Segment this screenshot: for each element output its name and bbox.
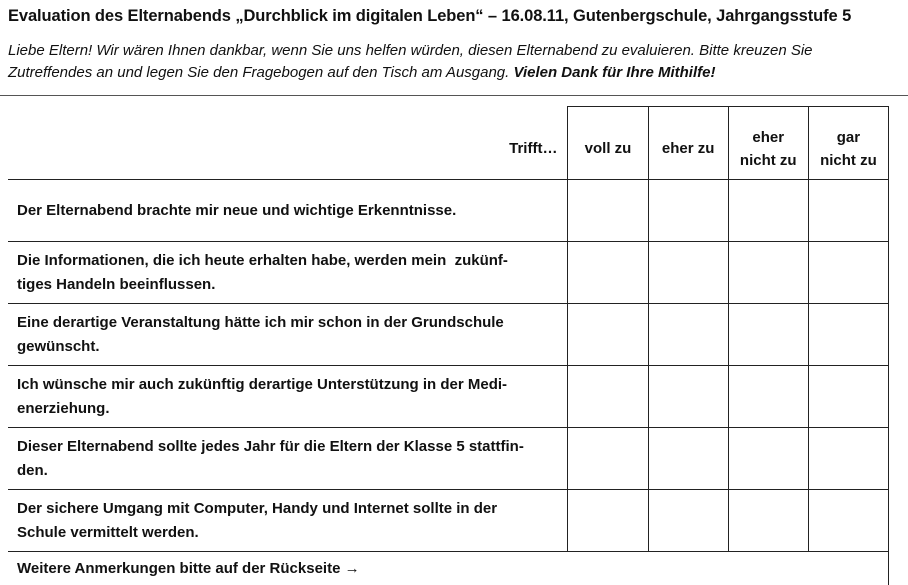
question-line2: enerziehung.: [17, 397, 553, 421]
checkbox-cell-eher-zu[interactable]: [648, 242, 728, 304]
intro-thanks: Vielen Dank für Ihre Mithilfe!: [514, 64, 716, 81]
option-header-gar-nicht-zu: [808, 107, 888, 180]
checkbox-cell-voll-zu[interactable]: [568, 242, 648, 304]
checkbox-cell-eher-nicht-zu[interactable]: [728, 180, 808, 242]
checkbox-cell-gar-nicht-zu[interactable]: [808, 180, 888, 242]
question-line1: Eine derartige Veranstaltung hätte ich mir schon in der Grundschule: [17, 311, 553, 335]
evaluation-table: [8, 106, 889, 585]
checkbox-cell-eher-nicht-zu[interactable]: [728, 490, 808, 552]
header-row: [8, 107, 889, 180]
question-text: [8, 304, 568, 366]
checkbox-cell-voll-zu[interactable]: [568, 366, 648, 428]
question-row: [8, 366, 889, 428]
option-header-eher-nicht-zu: [728, 107, 808, 180]
checkbox-cell-voll-zu[interactable]: [568, 180, 648, 242]
checkbox-cell-eher-zu[interactable]: [648, 180, 728, 242]
option-line1: gar: [809, 126, 888, 149]
option-line2: nicht zu: [809, 149, 888, 172]
checkbox-cell-gar-nicht-zu[interactable]: [808, 490, 888, 552]
intro-text: Liebe Eltern! Wir wären Ihnen dankbar, wenn Sie uns helfen würden, diesen Elternabend zu evaluieren. Bitte kreuzen Sie Zutreffendes an und legen Sie den Fragebogen auf den Tisch am Ausgang.: [8, 42, 813, 81]
question-text: [8, 180, 568, 242]
question-line2: gewünscht.: [17, 335, 553, 359]
question-line1: Der sichere Umgang mit Computer, Handy und Internet sollte in der: [17, 497, 553, 521]
checkbox-cell-gar-nicht-zu[interactable]: [808, 304, 888, 366]
checkbox-cell-eher-nicht-zu[interactable]: [728, 428, 808, 490]
footer-note: Weitere Anmerkungen bitte auf der Rückseite →: [8, 552, 889, 585]
option-line1: voll zu: [568, 137, 647, 160]
question-row: [8, 428, 889, 490]
question-text: [8, 428, 568, 490]
question-text: [8, 366, 568, 428]
option-header-voll-zu: [568, 107, 648, 180]
question-row: [8, 180, 889, 242]
separator-line: [0, 95, 908, 96]
checkbox-cell-eher-nicht-zu[interactable]: [728, 304, 808, 366]
checkbox-cell-voll-zu[interactable]: [568, 428, 648, 490]
checkbox-cell-eher-nicht-zu[interactable]: [728, 242, 808, 304]
question-row: [8, 242, 889, 304]
question-line2: tiges Handeln beeinflussen.: [17, 273, 553, 297]
footer-row: [8, 552, 889, 585]
checkbox-cell-eher-zu[interactable]: [648, 366, 728, 428]
checkbox-cell-voll-zu[interactable]: [568, 304, 648, 366]
question-text: [8, 490, 568, 552]
question-line1: Der Elternabend brachte mir neue und wichtige Erkenntnisse.: [17, 199, 553, 223]
option-line1: eher zu: [649, 137, 728, 160]
question-row: [8, 304, 889, 366]
question-line1: Die Informationen, die ich heute erhalten habe, werden mein zukünf-: [17, 249, 553, 273]
checkbox-cell-gar-nicht-zu[interactable]: [808, 428, 888, 490]
question-line2: den.: [17, 459, 553, 483]
checkbox-cell-eher-zu[interactable]: [648, 490, 728, 552]
option-line2: nicht zu: [729, 149, 808, 172]
document-title: Evaluation des Elternabends „Durchblick im digitalen Leben“ – 16.08.11, Gutenbergschule, Jahrgangsstufe 5: [8, 7, 851, 26]
intro-paragraph: [8, 40, 900, 84]
question-text: [8, 242, 568, 304]
checkbox-cell-gar-nicht-zu[interactable]: [808, 242, 888, 304]
header-label: Trifft…: [8, 107, 568, 180]
question-line1: Dieser Elternabend sollte jedes Jahr für die Eltern der Klasse 5 stattfin-: [17, 435, 553, 459]
checkbox-cell-voll-zu[interactable]: [568, 490, 648, 552]
question-line2: Schule vermittelt werden.: [17, 521, 553, 545]
option-header-eher-zu: [648, 107, 728, 180]
checkbox-cell-eher-nicht-zu[interactable]: [728, 366, 808, 428]
checkbox-cell-gar-nicht-zu[interactable]: [808, 366, 888, 428]
checkbox-cell-eher-zu[interactable]: [648, 428, 728, 490]
question-row: [8, 490, 889, 552]
option-line1: eher: [729, 126, 808, 149]
checkbox-cell-eher-zu[interactable]: [648, 304, 728, 366]
question-line1: Ich wünsche mir auch zukünftig derartige Unterstützung in der Medi-: [17, 373, 553, 397]
